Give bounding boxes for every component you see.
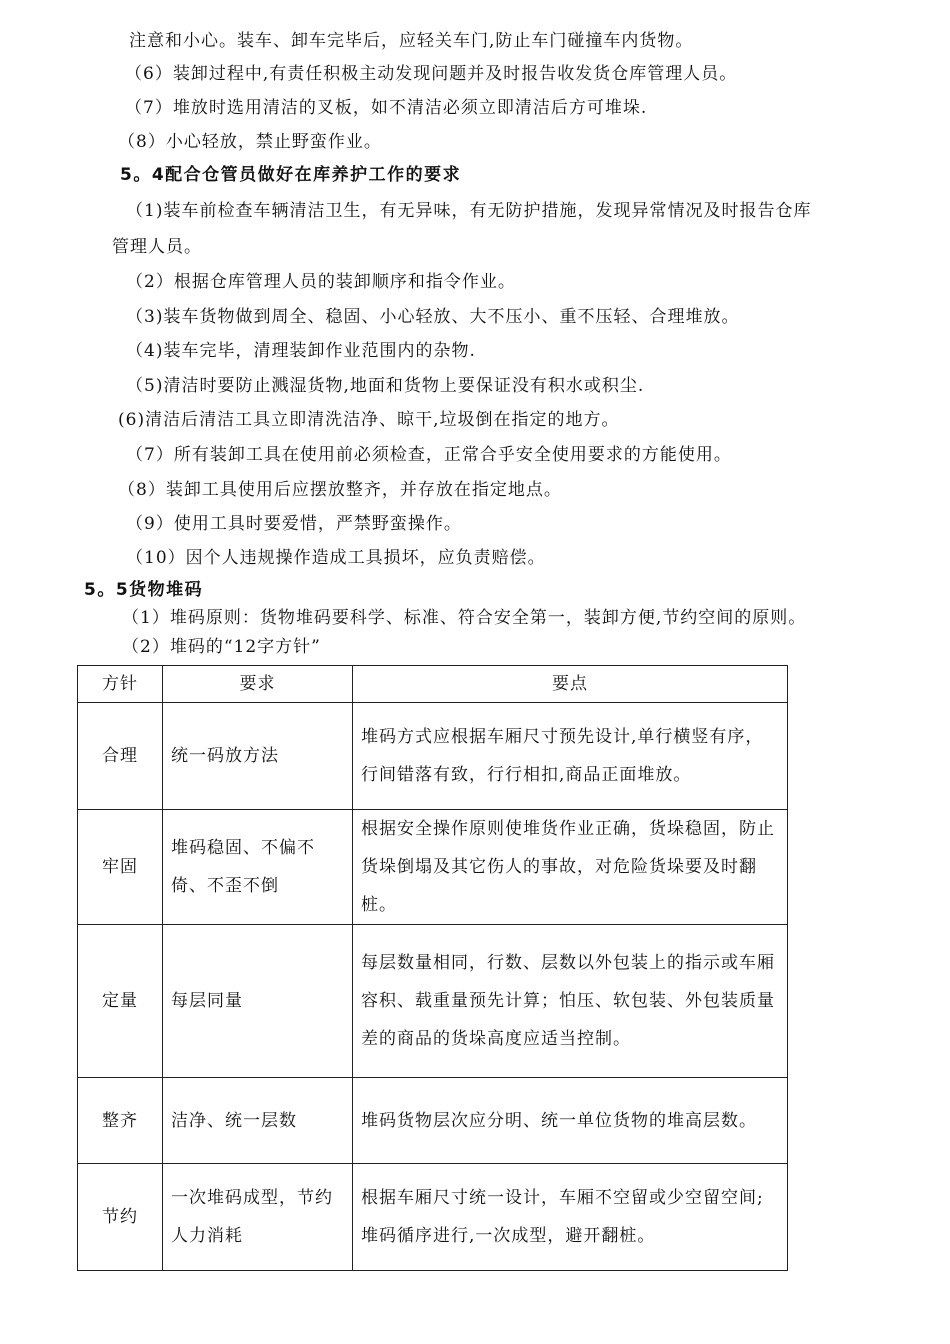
list-item: （8）小心轻放，禁止野蛮作业。	[118, 132, 382, 152]
points-cell: 堆码货物层次应分明、统一单位货物的堆高层数。	[353, 1078, 788, 1164]
table-row	[78, 1078, 788, 1164]
table-row	[78, 925, 788, 1078]
list-item: （1）堆码原则：货物堆码要科学、标准、符合安全第一，装卸方便,节约空间的原则。	[122, 608, 807, 628]
requirement-cell: 堆码稳固、不偏不倚、不歪不倒	[163, 810, 353, 925]
table-row	[78, 1164, 788, 1271]
list-item: （10）因个人违规操作造成工具损坏，应负责赔偿。	[126, 548, 546, 568]
list-item: （9）使用工具时要爱惜，严禁野蛮操作。	[126, 514, 462, 534]
paragraph-line: 注意和小心。装车、卸车完毕后，应轻关车门,防止车门碰撞车内货物。	[129, 31, 694, 51]
policy-cell: 节约	[78, 1164, 163, 1271]
requirement-cell: 一次堆码成型，节约人力消耗	[163, 1164, 353, 1271]
list-item: （5)清洁时要防止溅湿货物,地面和货物上要保证没有积水或积尘.	[126, 376, 645, 396]
list-item: （7）堆放时选用清洁的叉板，如不清洁必须立即清洁后方可堆垛.	[125, 98, 648, 118]
list-item: （2）堆码的“12字方针”	[122, 637, 321, 657]
list-item: （7）所有装卸工具在使用前必须检查，正常合乎安全使用要求的方能使用。	[126, 445, 732, 465]
policy-cell: 牢固	[78, 810, 163, 925]
paragraph-line: 管理人员。	[112, 237, 202, 257]
requirement-cell: 洁净、统一层数	[163, 1078, 353, 1164]
policy-cell: 整齐	[78, 1078, 163, 1164]
policy-cell: 定量	[78, 925, 163, 1078]
table-row	[78, 810, 788, 925]
column-header: 要求	[163, 666, 353, 703]
list-item: （4)装车完毕，清理装卸作业范围内的杂物.	[126, 341, 476, 361]
requirement-cell: 每层同量	[163, 925, 353, 1078]
policy-cell: 合理	[78, 703, 163, 810]
list-item: （2）根据仓库管理人员的装卸顺序和指令作业。	[126, 272, 516, 292]
points-cell: 根据安全操作原则使堆货作业正确，货垛稳固，防止货垛倒塌及其它伤人的事故，对危险货垛要及时翻桩。	[353, 810, 788, 925]
list-item: （1)装车前检查车辆清洁卫生，有无异味，有无防护措施，发现异常情况及时报告仓库	[126, 201, 812, 221]
section-heading: 5。5货物堆码	[84, 580, 204, 600]
list-item: （3)装车货物做到周全、稳固、小心轻放、大不压小、重不压轻、合理堆放。	[126, 307, 740, 327]
list-item: （6）装卸过程中,有责任积极主动发现问题并及时报告收发货仓库管理人员。	[125, 64, 738, 84]
column-header: 方针	[78, 666, 163, 703]
list-item: (6)清洁后清洁工具立即清洗洁净、晾干,垃圾倒在指定的地方。	[118, 410, 620, 430]
table-row	[78, 703, 788, 810]
points-cell: 根据车厢尺寸统一设计，车厢不空留或少空留空间;堆码循序进行,一次成型，避开翻桩。	[353, 1164, 788, 1271]
section-heading: 5。4配合仓管员做好在库养护工作的要求	[120, 165, 462, 185]
points-cell: 每层数量相同，行数、层数以外包装上的指示或车厢容积、载重量预先计算；怕压、软包装、外包装质量差的商品的货垛高度应适当控制。	[353, 925, 788, 1078]
table-header-row	[78, 666, 788, 703]
points-cell: 堆码方式应根据车厢尺寸预先设计,单行横竖有序，行间错落有致，行行相扣,商品正面堆放。	[353, 703, 788, 810]
column-header: 要点	[353, 666, 788, 703]
requirement-cell: 统一码放方法	[163, 703, 353, 810]
list-item: （8）装卸工具使用后应摆放整齐，并存放在指定地点。	[118, 480, 562, 500]
stacking-policy-table	[77, 665, 788, 1271]
